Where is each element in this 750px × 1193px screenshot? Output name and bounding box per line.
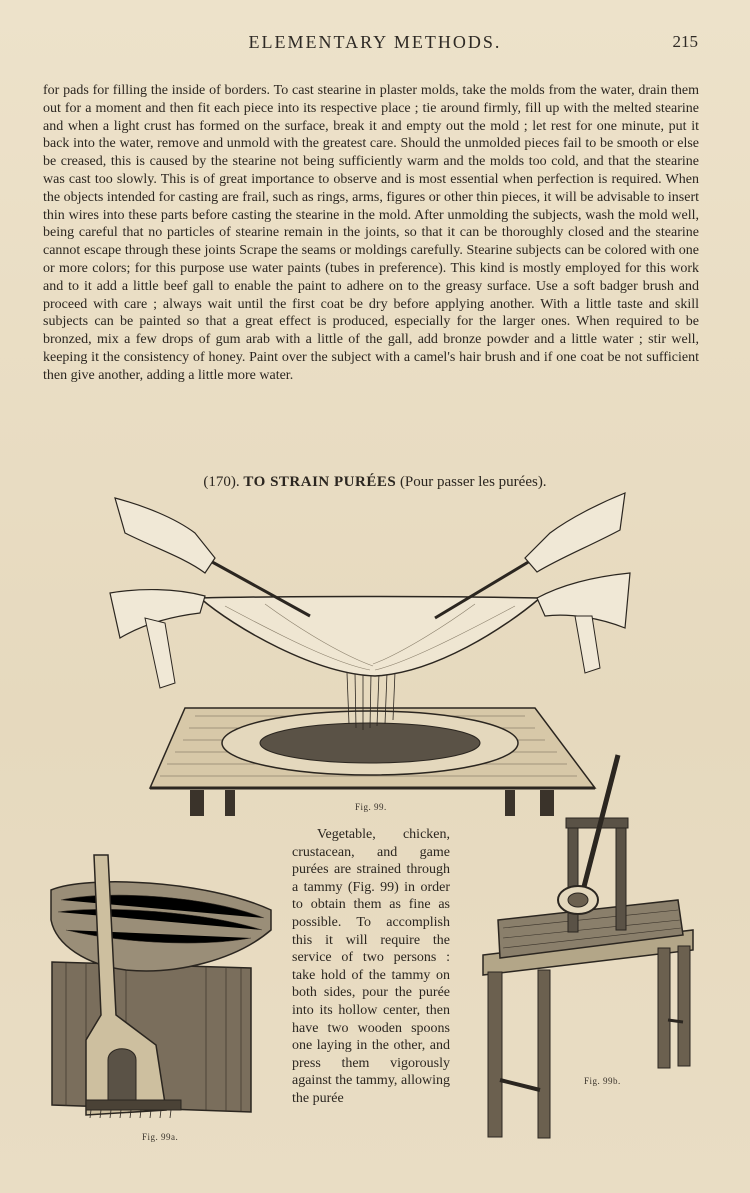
brush	[86, 1100, 181, 1110]
tammy-cloth	[200, 597, 540, 677]
cuff-right	[575, 616, 600, 673]
press-frame	[568, 822, 578, 932]
page-number: 215	[672, 32, 698, 51]
press-frame	[616, 820, 626, 930]
hand-upper-right	[525, 493, 625, 572]
plate-well	[260, 723, 480, 763]
figure-99a-sieve-box	[46, 850, 278, 1145]
stand-leg	[658, 948, 670, 1068]
section-number: (170).	[203, 474, 240, 490]
page-header	[0, 32, 750, 56]
stand-leg	[488, 972, 502, 1137]
body-paragraph: for pads for filling the inside of borders. To cast stearine in plaster molds, take the molds from the water, drain them out for a moment and then fit each piece into its respective place ; tie around firmly, fill up with the melted stearine and when a light crust has formed on the surface, break it and empty out the mold ; let rest for one minute, put it back into the water, remove and unmold with the greatest care. Should the unmolded pieces fail to be smooth or else be creased, this is caused by the stearine not being sufficiently warm and the molds too cold, and that the stearine was cast too slowly. This is of great importance to observe and is most essential when perfection is required. When the objects intended for casting are frail, such as rings, arms, figures or other thin pieces, it will be advisable to insert thin wires into these parts before casting the stearine in the mold. After unmolding the subjects, wash the mold well, being careful that no particles of stearine remain in the joints, so that it can be thoroughly closed and the stearine cannot escape through these joints Scrape the seams or moldings carefully. Stearine subjects can be colored with one or more colors; for this purpose use water paints (tubes in preference). This kind is mostly employed for this work and to it add a little beef gall to enable the paint to adhere on to the greasy surface. Use a soft badger brush and proceed with care ; always wait until the first coat be dry before applying another. With a little taste and skill subjects can be painted so that a great effect is produced, especially for the larger ones. When required to be bronzed, mix a few drops of gum arab with a little of the gall, add bronze powder and a little water ; stir well, keeping it the consistency of honey. Paint over the subject with a camel's hair brush and if one coat be not sufficient then give another, adding a little more water.	[43, 83, 699, 383]
section-subtitle: (Pour passer les purées).	[399, 474, 547, 490]
figure-99a-caption: Fig. 99a.	[142, 1132, 179, 1142]
cuff-left	[145, 618, 175, 688]
table-leg	[190, 790, 204, 816]
figure-99b-puree-press	[478, 750, 700, 1142]
hand-upper-left	[115, 498, 215, 573]
stand-leg	[678, 946, 690, 1066]
table-leg	[225, 790, 235, 816]
sieve-box-illustration	[46, 850, 278, 1145]
column-paragraph: Vegetable, chicken, crustacean, and game purées are strained through a tammy (Fig. 99) in order to obtain them as fine as possible. To accomplish this it will require the service of two persons : take hold of the tammy on both sides, pour the purée into its hollow center, then have two wooden spoons one laying in the other, and press them vigorously against the tammy, allowing the purée	[292, 827, 450, 1106]
figure-99-caption: Fig. 99.	[355, 802, 387, 812]
running-title: ELEMENTARY METHODS.	[248, 32, 502, 52]
section-title: TO STRAIN PURÉES	[243, 474, 397, 490]
stand-leg	[538, 970, 550, 1138]
figure-99b-caption: Fig. 99b.	[584, 1076, 621, 1086]
